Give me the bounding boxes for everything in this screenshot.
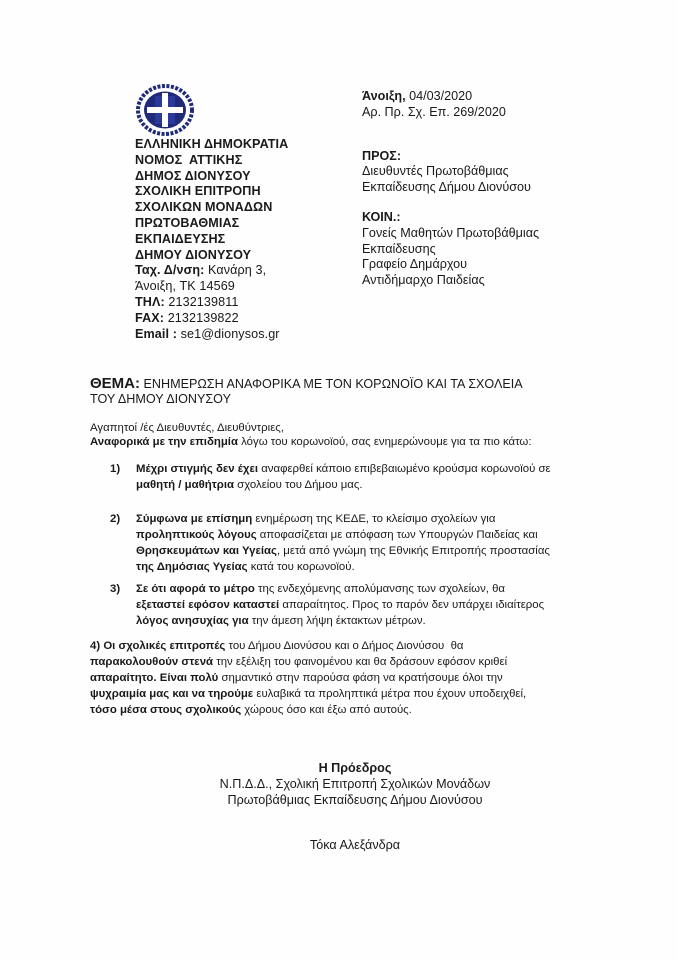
- item-number: 2): [110, 513, 121, 525]
- cc-line: Εκπαίδευσης: [362, 241, 436, 256]
- item-text: ενημέρωση της ΚΕΔΕ, το κλείσιμο σχολείων για: [252, 513, 496, 525]
- fax-label: FAX:: [135, 310, 165, 325]
- item-number: 1): [110, 463, 121, 475]
- sender-line: ΣΧΟΛΙΚΩΝ ΜΟΝΑΔΩΝ: [135, 200, 273, 215]
- sender-email: [135, 327, 288, 343]
- item-bold: τόσο μέσα στους σχολικούς: [90, 704, 242, 716]
- item-text: την εξέλιξη του φαινομένου και θα δράσουν εφόσον κριθεί: [213, 656, 508, 668]
- sender-phone: [135, 295, 288, 311]
- greeting: [90, 421, 532, 449]
- item-bold: Σύμφωνα με επίσημη: [136, 513, 253, 525]
- item-text: αποφασίζεται με απόφαση των Υπουργών Παιδείας και: [256, 529, 538, 541]
- item-text: χώρους όσο και έξω από αυτούς.: [241, 704, 412, 716]
- signature-line2: Πρωτοβάθμιας Εκπαίδευσης Δήμου Διονύσου: [227, 793, 483, 807]
- item-bold: εξεταστεί εφόσον καταστεί: [136, 599, 280, 611]
- item-bold: Μέχρι στιγμής δεν έχει: [136, 463, 259, 475]
- list-item: [90, 638, 610, 718]
- cc-label: ΚΟΙΝ.:: [362, 209, 401, 224]
- sender-address: [135, 263, 288, 279]
- sender-line: ΣΧΟΛΙΚΗ ΕΠΙΤΡΟΠΗ: [135, 184, 261, 199]
- hellenic-republic-emblem: [136, 84, 194, 136]
- subject-line2: ΤΟΥ ΔΗΜΟΥ ΔΙΟΝΥΣΟΥ: [90, 392, 231, 406]
- item-bold: λόγος ανησυχίας για: [136, 615, 249, 627]
- signature-line1: Ν.Π.Δ.Δ., Σχολική Επιτροπή Σχολικών Μονάδων: [219, 777, 491, 791]
- item-number: 4): [90, 640, 101, 652]
- item-text: απαραίτητος. Προς το παρόν δεν υπάρχει ιδιαίτερος: [279, 599, 545, 611]
- date: 04/03/2020: [405, 89, 473, 103]
- cc-line: Αντιδήμαρχο Παιδείας: [362, 273, 485, 288]
- item-bold: ψυχραιμία μας και να τηρούμε: [90, 688, 254, 700]
- list-item: [110, 581, 610, 629]
- address-value: Κανάρη 3,: [204, 263, 267, 278]
- item-text: του Δήμου Διονύσου και ο Δήμος Διονύσου θα: [225, 640, 464, 652]
- cc-line: Γραφείο Δημάρχου: [362, 257, 468, 272]
- to-label: ΠΡΟΣ:: [362, 148, 402, 163]
- sender-line: ΝΟΜΟΣ ΑΤΤΙΚΗΣ: [135, 152, 243, 167]
- item-text: την άμεση λήψη έκτακτων μέτρων.: [248, 615, 426, 627]
- header-right: [362, 89, 539, 289]
- protocol-number: Αρ. Πρ. Σχ. Επ. 269/2020: [362, 104, 506, 119]
- phone-label: ΤΗΛ:: [135, 294, 165, 309]
- item-text: σημαντικό στην παρούσα φάση να κρατήσουμε όλοι την: [218, 672, 503, 684]
- item-bold: μαθητή / μαθήτρια: [136, 479, 235, 491]
- place: Άνοιξη,: [362, 89, 406, 103]
- sender-line: ΔΗΜΟΥ ΔΙΟΝΥΣΟΥ: [135, 247, 252, 262]
- subject-line1: ΕΝΗΜΕΡΩΣΗ ΑΝΑΦΟΡΙΚΑ ΜΕ ΤΟΝ ΚΟΡΩΝΟΪΟ ΚΑΙ ΤΑ ΣΧΟΛΕΙΑ: [140, 377, 523, 391]
- item-bold: Οι σχολικές επιτροπές: [103, 640, 226, 652]
- email-label: Email :: [135, 326, 177, 341]
- item-text: της ενδεχόμενης απολύμανσης των σχολείων, θα: [254, 583, 506, 595]
- date-line: [362, 89, 539, 105]
- item-bold: προληπτικούς λόγους: [136, 529, 257, 541]
- item-bold: απαραίτητο. Είναι πολύ: [90, 672, 219, 684]
- subject: [90, 376, 523, 407]
- item-bold: Θρησκευμάτων και Υγείας: [136, 545, 277, 557]
- item-text: κατά του κορωνοϊού.: [247, 561, 355, 573]
- item-bold: Σε ότι αφορά το μέτρο: [136, 583, 255, 595]
- item-text: ευλαβικά τα προληπτικά μέτρα που έχουν υποδειχθεί,: [253, 688, 527, 700]
- greeting-rest: λόγω του κορωνοϊού, σας ενημερώνουμε για τα πιο κάτω:: [237, 436, 532, 448]
- sender-line: ΕΚΠΑΙΔΕΥΣΗΣ: [135, 231, 226, 246]
- address-line2: Άνοιξη, ΤΚ 14569: [135, 279, 235, 294]
- sender-line: ΔΗΜΟΣ ΔΙΟΝΥΣΟΥ: [135, 168, 251, 183]
- greeting-bold: Αναφορικά με την επιδημία: [90, 436, 238, 448]
- address-label: Ταχ. Δ/νση:: [135, 263, 205, 278]
- item-bold: της Δημόσιας Υγείας: [136, 561, 248, 573]
- signature-block: [180, 760, 530, 808]
- item-text: , μετά από γνώμη της Εθνικής Επιτροπής προστασίας: [276, 545, 550, 557]
- email-value: se1@dionysos.gr: [177, 326, 280, 341]
- sender-line: ΕΛΛΗΝΙΚΗ ΔΗΜΟΚΡΑΤΙΑ: [135, 137, 289, 151]
- item-text: αναφερθεί κάποιο επιβεβαιωμένο κρούσμα κορωνοϊού σε: [258, 463, 551, 475]
- phone-value: 2132139811: [164, 294, 239, 309]
- signature-title: Η Πρόεδρος: [318, 761, 392, 775]
- list-item: [110, 511, 610, 575]
- item-bold: παρακολουθούν στενά: [90, 656, 214, 668]
- sender-block: [135, 137, 288, 342]
- to-line: Εκπαίδευσης Δήμου Διονύσου: [362, 180, 531, 195]
- greeting-line1: Αγαπητοί /ές Διευθυντές, Διευθύντριες,: [90, 422, 284, 434]
- list-item: [110, 461, 610, 493]
- item-number: 3): [110, 583, 121, 595]
- to-line: Διευθυντές Πρωτοβάθμιας: [362, 164, 509, 179]
- signature-name: Τόκα Αλεξάνδρα: [309, 838, 401, 852]
- sender-fax: [135, 311, 288, 327]
- item-text: σχολείου του Δήμου μας.: [234, 479, 363, 491]
- cc-line: Γονείς Μαθητών Πρωτοβάθμιας: [362, 225, 540, 240]
- sender-line: ΠΡΩΤΟΒΑΘΜΙΑΣ: [135, 215, 240, 230]
- subject-label: ΘΕΜΑ:: [90, 375, 140, 392]
- fax-value: 2132139822: [164, 310, 239, 325]
